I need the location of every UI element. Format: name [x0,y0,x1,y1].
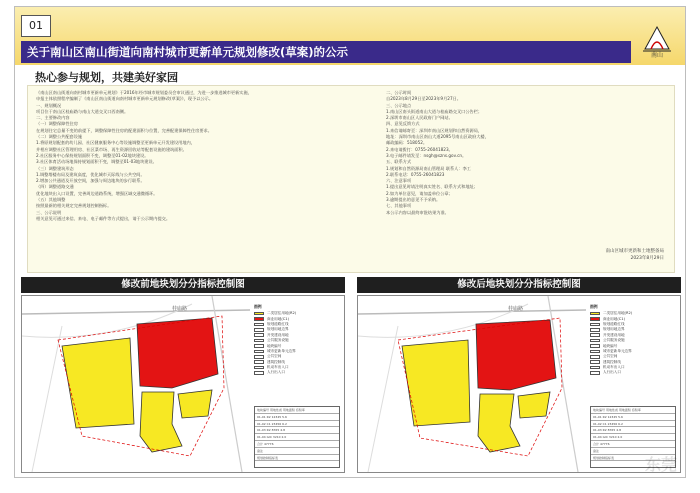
notice-right-line: 1.规划和自然资源局南山管理局 联系人：李工 [386,165,471,171]
notice-right-line: 自2023年8月29日至2023年9月27日。 [386,96,461,102]
parcel-residential-east [518,392,550,418]
legend-swatch [254,371,264,375]
legend-swatch [254,344,264,348]
notice-left-line: 1.将原规划配套的幼儿园、社区健康服务中心等设施调整至更新单元开发建设用地内， [36,140,195,146]
notice-left-line: 《南山区南山街道向南村城市更新单元规划》于2016年经市城市规划委员会审议通过，为进一步推进城市更新实施， [36,90,252,95]
notice-left-line: 按照最新的相关规定完善规划控制指标。 [36,203,112,209]
notice-board [14,6,686,478]
legend-swatch [590,323,600,327]
notice-left-line: 相关意见可通过来信、来电、电子邮件等方式提出，请于公示期内提交。 [36,215,171,221]
watermark: 东莞 [644,455,677,474]
parcel-commercial [137,318,218,388]
road-label: 桂庙路 [508,306,524,312]
signing-date: 2023年8月29日 [630,256,664,261]
map-after-plan [358,296,586,472]
notice-left-line: （三）调整建筑形态 [36,165,74,171]
table-row: 规划控制指标表 [255,455,339,462]
legend-swatch [590,355,600,359]
notice-right-column [386,90,668,216]
legend-label: 公共服务设施 [603,338,625,343]
notice-right-line: 三、公示地点 [386,102,412,108]
document-number: 01 [21,15,51,37]
notice-right-line: 五、联系方式 [386,159,412,165]
notice-left-line: 优化地块出入口设置，完善周边道路系统，增强区域交通微循环。 [36,190,158,196]
legend-swatch [254,360,264,364]
table-row: 01-04 GIC 3210 2.0 [591,434,675,441]
legend-label: 公共服务设施 [267,338,289,343]
parcel-residential-west [402,340,470,426]
legend-swatch [590,312,600,316]
map-before-legend: 图例 二类居住用地(R2) 商业用地(C1) 规划道路红线 规划用地边界 开发建设用地 公共服务设施 地块编号 城市更新单元边界 公共空间 建筑控制线 机动车出入口 人行出入口 [254,304,340,376]
legend-label: 商业用地(C1) [267,316,289,321]
notice-title: 关于南山区南山街道向南村城市更新单元规划修改(草案)的公示 [21,41,631,63]
notice-left-line: 3.社区体育活动场地保持规划面积不变，调整至01-03地块建设。 [36,159,157,165]
table-row: 备注 [255,448,339,455]
legend-swatch [590,371,600,375]
legend-label: 建筑控制线 [603,359,621,364]
notice-right-line: 六、注意事项 [386,178,412,184]
notice-left-line: 一、规划概况 [36,102,62,108]
table-row: 01-03 R2 8765 4.8 [591,427,675,434]
map-before-plan [22,296,250,472]
table-row: 地块编号 用地性质 用地面积 容积率 [591,407,675,414]
table-row: 01-02 C1 23456 6.2 [591,421,675,428]
legend-swatch [590,339,600,343]
legend-label: 建筑控制线 [267,359,285,364]
notice-signature [606,248,665,262]
legend-label: 规划道路红线 [603,321,625,326]
notice-left-line: 在规划住宅总量不变的前提下，调整保障性住房的配建面积与位置，完善配建保障性住房要求。 [36,127,212,133]
legend-label: 二类居住用地(R2) [603,311,633,316]
notice-right-line: 3.电子邮件请发至：nsgh@szns.gov.cn。 [386,152,467,158]
legend-swatch [254,333,264,337]
table-row: 01-01 R2 12345 5.6 [591,414,675,421]
legend-label: 开发建设用地 [267,332,289,337]
notice-left-line: （五）其他调整 [36,197,66,203]
legend-label: 人行出入口 [603,370,621,375]
table-row: 01-01 R2 12345 5.6 [255,414,339,421]
legend-label: 机动车出入口 [267,365,289,370]
map-after-legend: 图例 二类居住用地(R2) 商业用地(C1) 规划道路红线 规划用地边界 开发建设用地 公共服务设施 地块编号 城市更新单元边界 公共空间 建筑控制线 机动车出入口 人行出入口 [590,304,676,376]
legend-swatch [590,333,600,337]
legend-label: 开发建设用地 [603,332,625,337]
notice-right-line: 四、意见反馈方式 [386,121,420,127]
legend-swatch [590,350,600,354]
legend-swatch [590,366,600,370]
legend-swatch [590,317,600,321]
notice-right-line: 二、公示时间 [386,90,412,95]
notice-right-line: 本公示内容以最终审批结果为准。 [386,209,449,215]
notice-right-line: 1.南山区南头街道南山大道与桂庙路交叉口公告栏； [386,108,483,114]
notice-left-line: 三、公示说明 [36,209,62,215]
notice-right-line: 2.如为单位意见，请加盖单位公章； [386,190,453,196]
table-row: 合计 47776 [255,441,339,448]
legend-swatch [254,312,264,316]
parcel-residential-east [178,390,212,418]
map-before-control-table [254,406,340,468]
legend-label: 规划用地边界 [603,327,625,332]
table-row: 合计 47776 [591,441,675,448]
table-row: 备注 [591,448,675,455]
legend-swatch [254,339,264,343]
notice-left-line: 项目位于南山区桂庙路与南山大道交叉口西南侧。 [36,108,129,114]
table-row: 地块编号 用地性质 用地面积 容积率 [255,407,339,414]
notice-right-line: 地址：深圳市南山区南山大道2095号南山区政府大楼， [386,134,489,140]
road-label: 桂庙路 [172,306,188,312]
notice-right-line: 2.来电请拨打：0755-26041823。 [386,146,453,152]
legend-swatch [254,366,264,370]
notice-left-line: 二、主要修改内容 [36,115,70,121]
map-before-title: 修改前地块划分分指标控制图 [21,277,345,293]
legend-label: 地块编号 [603,343,618,348]
notice-left-column [36,90,376,222]
notice-text-box [27,85,675,273]
notice-left-line: 1.调整塔楼布局及建筑高度，优化城市天际线与公共空间。 [36,171,145,177]
legend-swatch [254,317,264,321]
legend-label: 公共空间 [603,354,618,359]
slogan: 热心参与规划，共建美好家园 [35,71,178,84]
legend-swatch [254,323,264,327]
logo-text: 南山 [650,52,663,59]
notice-right-line: 邮政编码：518052。 [386,140,428,146]
notice-right-line: 2.深圳市南山区人民政府门户网站。 [386,115,453,121]
map-after [357,295,681,473]
legend-label: 地块编号 [267,343,282,348]
legend-label: 规划用地边界 [267,327,289,332]
notice-right-line: 1.提出意见时请注明真实姓名、联系方式和地址； [386,184,478,190]
notice-left-line: 2.社区服务中心保持规划面积不变，调整至01-02地块建设。 [36,152,149,158]
legend-swatch [254,350,264,354]
notice-left-line: （四）调整道路交通 [36,184,74,190]
legend-swatch [254,328,264,332]
signing-organization: 南山区城市更新和土地整备局 [605,249,664,254]
legend-item [254,370,340,375]
legend-label: 城市更新单元边界 [267,348,296,353]
notice-left-line: 2.增加公共通道及开放空间，加强与周边地块的步行联系。 [36,178,145,184]
logo [637,25,677,59]
legend-label: 商业用地(C1) [603,316,625,321]
legend-label: 公共空间 [267,354,282,359]
notice-right-line: 3.逾期提出的意见不予采纳。 [386,197,441,203]
notice-right-line: 七、其他事项 [386,203,412,209]
legend-label: 二类居住用地(R2) [267,311,297,316]
legend-label: 人行出入口 [267,370,285,375]
table-row: 01-03 R2 8765 4.8 [255,427,339,434]
notice-left-line: （一）调整保障性住房 [36,121,78,127]
legend-item [590,370,676,375]
notice-right-line: 2.联系电话：0755-26041823 [386,171,445,177]
legend-swatch [590,328,600,332]
notice-left-line: （二）调整公共配套设施 [36,134,83,140]
legend-swatch [254,355,264,359]
legend-label: 规划道路红线 [267,321,289,326]
legend-label: 城市更新单元边界 [603,348,632,353]
notice-left-line: 并相应调整社区管理用房、社区菜市场、再生资源回收站等配套设施的建筑面积。 [36,146,187,152]
table-row: 规划控制指标表 [591,455,675,462]
legend-label: 机动车出入口 [603,365,625,370]
table-row: 01-02 C1 23456 6.2 [255,421,339,428]
table-row: 01-04 GIC 3210 2.0 [255,434,339,441]
legend-swatch [590,344,600,348]
map-after-title: 修改后地块划分分指标控制图 [357,277,681,293]
notice-right-line: 1.来信请邮寄至：深圳市南山区规划和自然资源局， [386,127,483,133]
map-before [21,295,345,473]
legend-swatch [590,360,600,364]
notice-left-line: 申报主体依照程序编制了《南山区南山街道向南村城市更新单元规划修改(草案)》，现予以公示。 [36,96,214,102]
parcel-commercial [476,320,556,390]
